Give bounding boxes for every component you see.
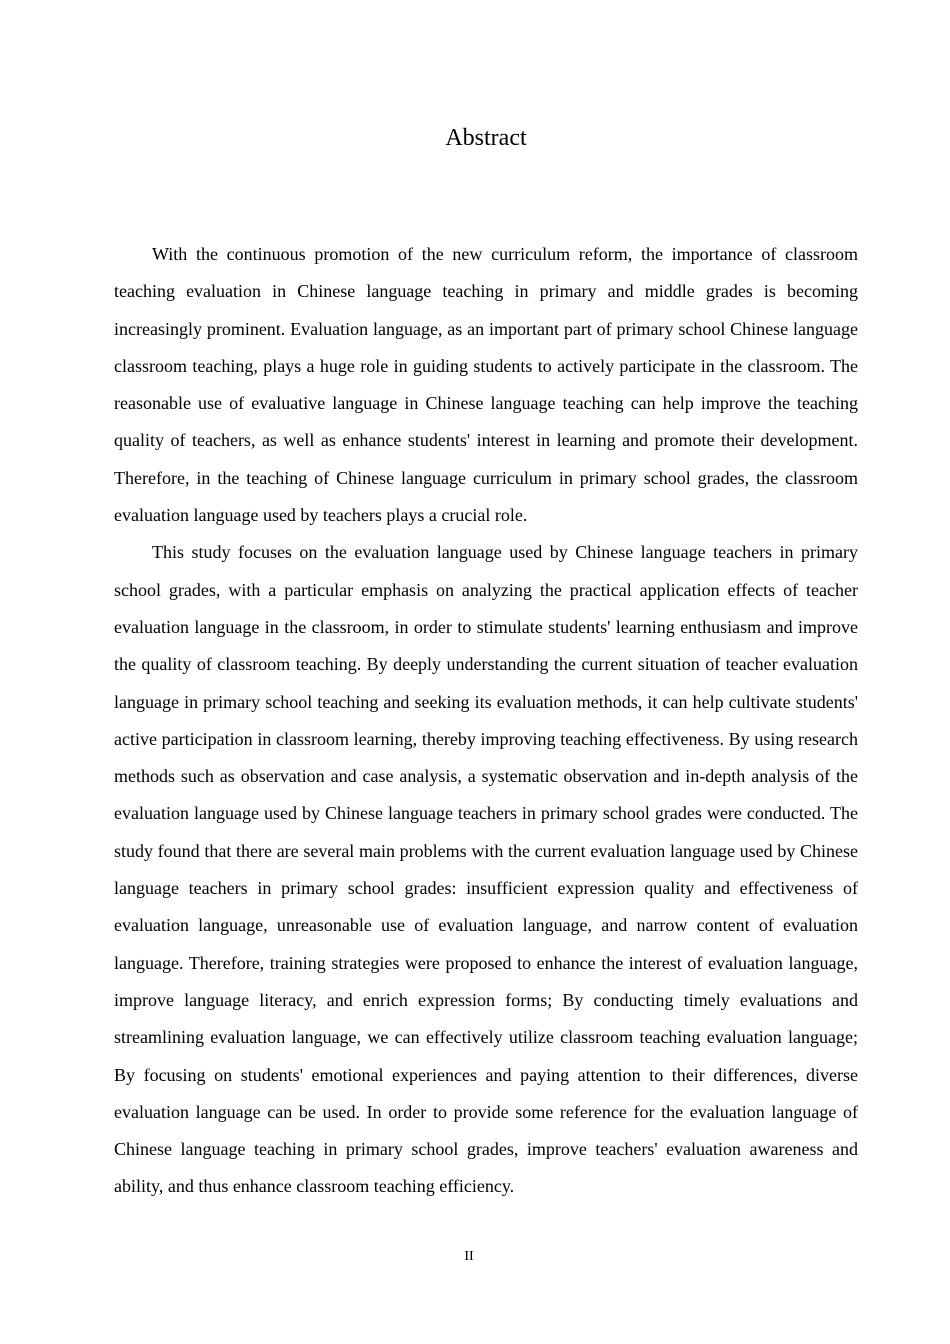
- abstract-paragraph-2: This study focuses on the evaluation language used by Chinese language teachers in primary school grades, with a particular emphasis on analyzing the practical application effects of teacher evaluation language in the classroom, in order to stimulate students' learning enthusiasm and improve the quality of classroom teaching. By deeply understanding the current situation of teacher evaluation language in primary school teaching and seeking its evaluation methods, it can help cultivate students' active participation in classroom learning, thereby improving teaching effectiveness. By using research methods such as observation and case analysis, a systematic observation and in-depth analysis of the evaluation language used by Chinese language teachers in primary school grades were conducted. The study found that there are several main problems with the current evaluation language used by Chinese language teachers in primary school grades: insufficient expression quality and effectiveness of evaluation language, unreasonable use of evaluation language, and narrow content of evaluation language. Therefore, training strategies were proposed to enhance the interest of evaluation language, improve language literacy, and enrich expression forms; By conducting timely evaluations and streamlining evaluation language, we can effectively utilize classroom teaching evaluation language; By focusing on students' emotional experiences and paying attention to their differences, diverse evaluation language can be used. In order to provide some reference for the evaluation language of Chinese language teaching in primary school grades, improve teachers' evaluation awareness and ability, and thus enhance classroom teaching efficiency.: [114, 542, 858, 1197]
- abstract-paragraph-1: With the continuous promotion of the new curriculum reform, the importance of classroom teaching evaluation in Chinese language teaching in primary and middle grades is becoming increasingly prominent. Evaluation language, as an important part of primary school Chinese language classroom teaching, plays a huge role in guiding students to actively participate in the classroom. The reasonable use of evaluative language in Chinese language teaching can help improve the teaching quality of teachers, as well as enhance students' interest in learning and promote their development. Therefore, in the teaching of Chinese language curriculum in primary school grades, the classroom evaluation language used by teachers plays a crucial role.: [114, 244, 858, 526]
- page-title: Abstract: [445, 125, 527, 151]
- abstract-body: [114, 236, 858, 1206]
- page-number: II: [464, 1249, 474, 1264]
